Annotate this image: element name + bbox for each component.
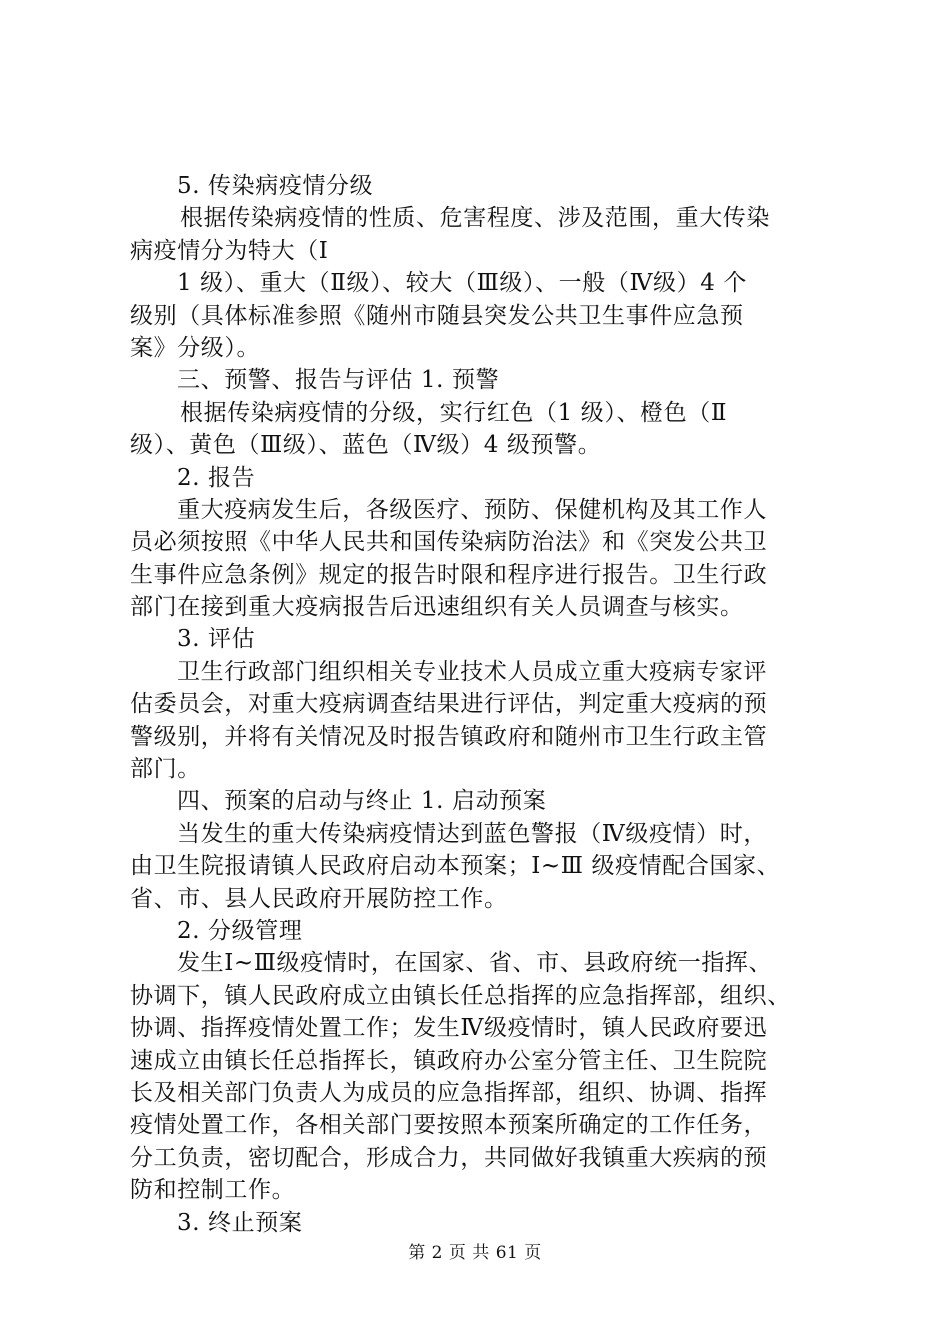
section-heading: 2. 报告	[177, 464, 256, 491]
paragraph-line: 协调下，镇人民政府成立由镇长任总指挥的应急指挥部，组织、	[130, 982, 791, 1009]
paragraph-line: 案》分级）。	[130, 334, 261, 361]
paragraph-line: 警级别，并将有关情况及时报告镇政府和随州市卫生行政主管	[130, 723, 768, 750]
paragraph-line: 部门在接到重大疫病报告后迅速组织有关人员调查与核实。	[130, 594, 744, 621]
paragraph-line: 发生Ⅰ~Ⅲ级疫情时，在国家、省、市、县政府统一指挥、	[177, 950, 773, 977]
paragraph-line: 根据传染病疫情的性质、危害程度、涉及范围，重大传染	[180, 205, 770, 232]
section-heading: 三、预警、报告与评估 1. 预警	[177, 367, 500, 394]
paragraph-line: 分工负责，密切配合，形成合力，共同做好我镇重大疾病的预	[130, 1144, 768, 1171]
paragraph-line: 长及相关部门负责人为成员的应急指挥部，组织、协调、指挥	[130, 1079, 768, 1106]
document-body	[130, 170, 845, 1239]
paragraph-line: 病疫情分为特大（Ⅰ	[130, 237, 329, 264]
paragraph-line: 疫情处置工作，各相关部门要按照本预案所确定的工作任务，	[130, 1112, 768, 1139]
section-heading: 3. 终止预案	[177, 1209, 303, 1236]
paragraph-line: 重大疫病发生后，各级医疗、预防、保健机构及其工作人	[177, 496, 767, 523]
paragraph-line: 员必须按照《中华人民共和国传染病防治法》和《突发公共卫	[130, 529, 768, 556]
paragraph-line: 当发生的重大传染病疫情达到蓝色警报（Ⅳ级疫情）时，	[177, 820, 767, 847]
paragraph-line: 根据传染病疫情的分级，实行红色（1 级）、橙色（Ⅱ	[180, 399, 728, 426]
paragraph-line: 估委员会，对重大疫病调查结果进行评估，判定重大疫病的预	[130, 691, 768, 718]
paragraph-line: 级）、黄色（Ⅲ级）、蓝色（Ⅳ级）4 级预警。	[130, 432, 602, 459]
paragraph-line: 省、市、县人民政府开展防控工作。	[130, 885, 508, 912]
paragraph-line: 级别（具体标准参照《随州市随县突发公共卫生事件应急预	[130, 302, 744, 329]
section-heading: 2. 分级管理	[177, 917, 303, 944]
section-heading: 四、预案的启动与终止 1. 启动预案	[177, 788, 547, 815]
paragraph-line: 速成立由镇长任总指挥长，镇政府办公室分管主任、卫生院院	[130, 1047, 768, 1074]
paragraph-line: 生事件应急条例》规定的报告时限和程序进行报告。卫生行政	[130, 561, 768, 588]
section-heading: 5. 传染病疫情分级	[177, 173, 374, 199]
paragraph-line: 部门。	[130, 756, 201, 783]
paragraph-line: 协调、指挥疫情处置工作；发生Ⅳ级疫情时，镇人民政府要迅	[130, 1015, 768, 1042]
section-heading: 3. 评估	[177, 626, 256, 653]
paragraph-line: 1 级）、重大（Ⅱ级）、较大（Ⅲ级）、一般（Ⅳ级）4 个	[177, 270, 747, 297]
paragraph-line: 防和控制工作。	[130, 1177, 296, 1204]
page-footer: 第 2 页 共 61 页	[408, 1243, 542, 1263]
paragraph-line: 由卫生院报请镇人民政府启动本预案；Ⅰ~Ⅲ 级疫情配合国家、	[130, 853, 781, 880]
paragraph-line: 卫生行政部门组织相关专业技术人员成立重大疫病专家评	[177, 658, 767, 685]
